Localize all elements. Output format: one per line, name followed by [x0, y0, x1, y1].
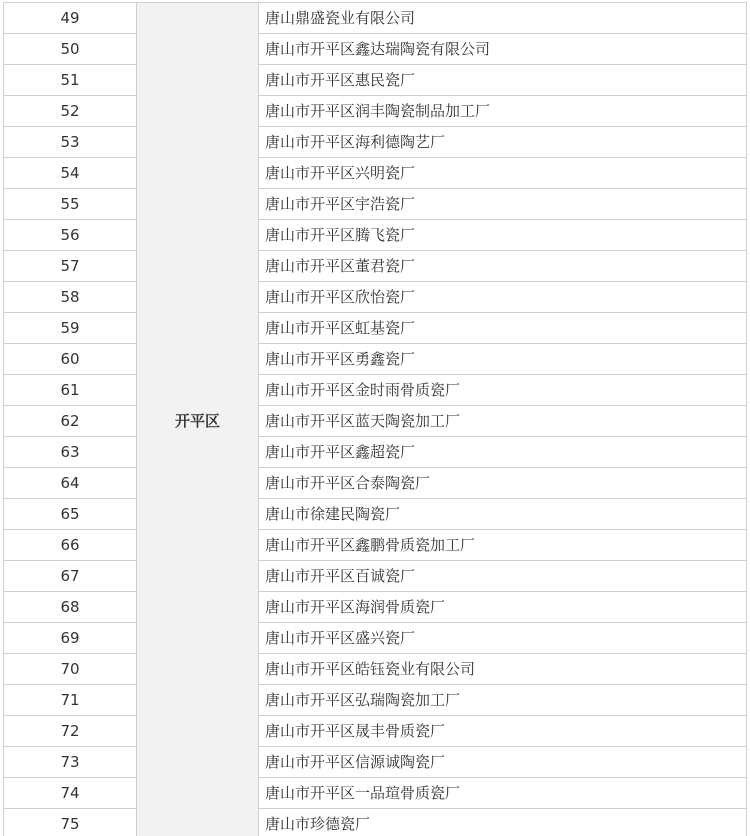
row-number: 62	[4, 406, 137, 437]
row-number: 74	[4, 778, 137, 809]
company-name: 唐山市开平区皓钰瓷业有限公司	[259, 654, 747, 685]
company-name: 唐山市开平区合泰陶瓷厂	[259, 468, 747, 499]
row-number: 61	[4, 375, 137, 406]
company-name: 唐山市开平区海利德陶艺厂	[259, 127, 747, 158]
row-number: 50	[4, 34, 137, 65]
company-name: 唐山市珍德瓷厂	[259, 809, 747, 836]
company-name: 唐山市开平区蓝天陶瓷加工厂	[259, 406, 747, 437]
row-number: 60	[4, 344, 137, 375]
row-number: 71	[4, 685, 137, 716]
table-row	[4, 189, 747, 220]
company-table	[3, 2, 747, 836]
table-row	[4, 313, 747, 344]
table-row	[4, 158, 747, 189]
row-number: 67	[4, 561, 137, 592]
table-row	[4, 3, 747, 34]
company-name: 唐山市开平区鑫超瓷厂	[259, 437, 747, 468]
table-row	[4, 220, 747, 251]
table-row	[4, 344, 747, 375]
row-number: 63	[4, 437, 137, 468]
table-row	[4, 34, 747, 65]
company-name: 唐山市开平区金时雨骨质瓷厂	[259, 375, 747, 406]
row-number: 66	[4, 530, 137, 561]
row-number: 53	[4, 127, 137, 158]
company-name: 唐山市开平区弘瑞陶瓷加工厂	[259, 685, 747, 716]
table-row	[4, 778, 747, 809]
company-name: 唐山市开平区欣怡瓷厂	[259, 282, 747, 313]
district-label: 开平区	[174, 412, 220, 430]
table-row	[4, 716, 747, 747]
company-table-body	[4, 3, 747, 836]
company-name: 唐山市开平区董君瓷厂	[259, 251, 747, 282]
row-number: 75	[4, 809, 137, 836]
table-row	[4, 592, 747, 623]
table-row	[4, 499, 747, 530]
row-number: 70	[4, 654, 137, 685]
company-name: 唐山市开平区惠民瓷厂	[259, 65, 747, 96]
row-number: 72	[4, 716, 137, 747]
table-row	[4, 685, 747, 716]
company-name: 唐山市开平区勇鑫瓷厂	[259, 344, 747, 375]
table-row	[4, 282, 747, 313]
table-row	[4, 654, 747, 685]
row-number: 65	[4, 499, 137, 530]
table-row	[4, 437, 747, 468]
company-name: 唐山市开平区润丰陶瓷制品加工厂	[259, 96, 747, 127]
company-name: 唐山市开平区信源诚陶瓷厂	[259, 747, 747, 778]
table-row	[4, 251, 747, 282]
row-number: 73	[4, 747, 137, 778]
table-row	[4, 623, 747, 654]
table-row	[4, 747, 747, 778]
table-row	[4, 96, 747, 127]
company-name: 唐山市开平区宇浩瓷厂	[259, 189, 747, 220]
company-name: 唐山市开平区盛兴瓷厂	[259, 623, 747, 654]
company-name: 唐山市开平区腾飞瓷厂	[259, 220, 747, 251]
district-cell	[137, 3, 259, 836]
row-number: 51	[4, 65, 137, 96]
table-row	[4, 375, 747, 406]
row-number: 57	[4, 251, 137, 282]
table-row	[4, 406, 747, 437]
company-name: 唐山市开平区虹基瓷厂	[259, 313, 747, 344]
table-row	[4, 530, 747, 561]
row-number: 69	[4, 623, 137, 654]
company-name: 唐山市开平区晟丰骨质瓷厂	[259, 716, 747, 747]
row-number: 68	[4, 592, 137, 623]
table-row	[4, 809, 747, 836]
company-name: 唐山市开平区鑫鹏骨质瓷加工厂	[259, 530, 747, 561]
company-name: 唐山市开平区鑫达瑞陶瓷有限公司	[259, 34, 747, 65]
company-name: 唐山市徐建民陶瓷厂	[259, 499, 747, 530]
row-number: 59	[4, 313, 137, 344]
company-name: 唐山市开平区兴明瓷厂	[259, 158, 747, 189]
company-name: 唐山市开平区百诚瓷厂	[259, 561, 747, 592]
row-number: 55	[4, 189, 137, 220]
table-row	[4, 65, 747, 96]
row-number: 56	[4, 220, 137, 251]
row-number: 58	[4, 282, 137, 313]
row-number: 64	[4, 468, 137, 499]
table-row	[4, 561, 747, 592]
row-number: 52	[4, 96, 137, 127]
company-name: 唐山鼎盛瓷业有限公司	[259, 3, 747, 34]
row-number: 49	[4, 3, 137, 34]
company-name: 唐山市开平区海润骨质瓷厂	[259, 592, 747, 623]
row-number: 54	[4, 158, 137, 189]
table-row	[4, 468, 747, 499]
company-name: 唐山市开平区一品瑄骨质瓷厂	[259, 778, 747, 809]
table-row	[4, 127, 747, 158]
